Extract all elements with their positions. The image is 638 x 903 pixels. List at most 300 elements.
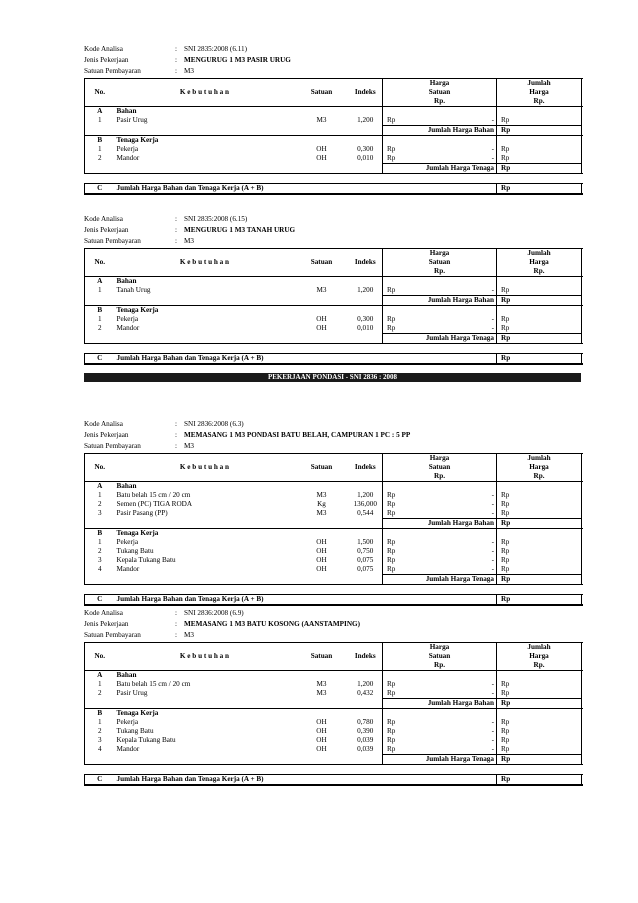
group-letter: B	[85, 136, 115, 146]
header-value: MENGURUG 1 M3 TANAH URUG	[184, 226, 296, 234]
analysis-table	[84, 78, 582, 195]
group-tenaga-row	[85, 136, 582, 146]
total-currency: Rp	[501, 324, 510, 332]
col-jumlah-harga-header: Rp.	[497, 97, 582, 107]
header-label: Jenis Pekerjaan	[84, 431, 129, 439]
section-banner: PEKERJAAN PONDASI - SNI 2836 : 2008	[84, 373, 581, 382]
item-name: Mandor	[116, 745, 140, 754]
col-kebutuhan-header: K e b u t u h a n	[115, 249, 295, 277]
spacer-cell	[435, 315, 443, 324]
col-indeks-header: Indeks	[349, 454, 383, 482]
header-label: Kode Analisa	[84, 215, 123, 223]
subtotal-label: Jumlah Harga Bahan	[383, 519, 497, 529]
price-value: -	[443, 154, 497, 164]
empty-cell	[383, 529, 497, 539]
price-value: -	[443, 500, 497, 509]
analysis-block	[84, 609, 581, 786]
col-harga-satuan-header: Rp.	[383, 267, 497, 277]
item-no: 1	[85, 315, 115, 324]
item-no: 3	[85, 509, 115, 519]
total-currency: Rp	[501, 745, 510, 753]
col-satuan-header: Satuan	[295, 643, 349, 671]
subtotal-currency: Rp	[497, 755, 582, 765]
group-letter: B	[85, 709, 115, 719]
subtotal-bahan-row	[85, 296, 582, 306]
gap-cell	[85, 765, 582, 775]
gap-row	[85, 174, 582, 184]
tenaga-row	[85, 556, 582, 565]
total-currency: Rp	[501, 547, 510, 555]
item-no: 1	[85, 145, 115, 154]
price-value: -	[443, 509, 497, 519]
header-colon: :	[175, 45, 177, 53]
item-name: Pekerja	[116, 315, 139, 323]
col-indeks-header: Indeks	[349, 79, 383, 107]
header-colon: :	[175, 631, 177, 639]
table-header-row	[85, 643, 582, 653]
empty-cell	[383, 709, 497, 719]
grand-total-label: Jumlah Harga Bahan dan Tenaga Kerja (A + B)	[115, 184, 497, 195]
subtotal-label: Jumlah Harga Bahan	[383, 699, 497, 709]
col-indeks-header: Indeks	[349, 249, 383, 277]
subtotal-label: Jumlah Harga Tenaga	[383, 334, 497, 344]
price-currency: Rp	[387, 556, 396, 564]
header-colon: :	[175, 609, 177, 617]
item-name: Mandor	[116, 324, 140, 333]
price-currency: Rp	[387, 509, 396, 517]
spacer-cell	[435, 154, 443, 164]
subtotal-label: Jumlah Harga Tenaga	[383, 164, 497, 174]
item-unit: OH	[316, 736, 327, 744]
empty-cell	[85, 699, 383, 709]
bahan-row	[85, 286, 582, 296]
header-value: M3	[184, 67, 194, 75]
item-index: 0,010	[349, 154, 383, 164]
empty-cell	[349, 482, 383, 492]
empty-cell	[295, 482, 349, 492]
empty-cell	[383, 482, 497, 492]
grand-total-letter: C	[85, 354, 115, 365]
empty-cell	[85, 519, 383, 529]
header-line	[84, 215, 581, 226]
price-currency: Rp	[387, 727, 396, 735]
group-letter: A	[85, 482, 115, 492]
header-line	[84, 631, 581, 642]
empty-cell	[349, 136, 383, 146]
header-colon: :	[175, 442, 177, 450]
header-line	[84, 56, 581, 67]
grand-total-row	[85, 595, 582, 606]
tenaga-row	[85, 727, 582, 736]
total-currency: Rp	[501, 565, 510, 573]
grand-total-letter: C	[85, 595, 115, 606]
group-title: Tenaga Kerja	[116, 306, 159, 314]
empty-cell	[295, 671, 349, 681]
empty-cell	[349, 529, 383, 539]
group-title: Tenaga Kerja	[116, 136, 159, 144]
item-name: Tukang Batu	[116, 547, 154, 555]
subtotal-label: Jumlah Harga Tenaga	[383, 755, 497, 765]
header-label: Kode Analisa	[84, 45, 123, 53]
col-jumlah-harga-header: Harga	[497, 652, 582, 661]
price-currency: Rp	[387, 154, 396, 162]
gap-row	[85, 344, 582, 354]
header-colon: :	[175, 237, 177, 245]
col-harga-satuan-header: Rp.	[383, 97, 497, 107]
bahan-row	[85, 689, 582, 699]
price-value: -	[443, 565, 497, 575]
empty-cell	[383, 671, 497, 681]
group-title: Tenaga Kerja	[116, 529, 159, 537]
item-name: Pekerja	[116, 145, 139, 153]
subtotal-currency: Rp	[497, 164, 582, 174]
grand-total-currency: Rp	[497, 775, 582, 786]
header-colon: :	[175, 420, 177, 428]
total-currency: Rp	[501, 315, 510, 323]
price-value: -	[443, 718, 497, 727]
price-currency: Rp	[387, 538, 396, 546]
total-currency: Rp	[501, 509, 510, 517]
col-harga-satuan-header: Satuan	[383, 463, 497, 472]
grand-total-currency: Rp	[497, 184, 582, 195]
spacer-cell	[435, 324, 443, 334]
subtotal-tenaga-row	[85, 334, 582, 344]
item-index: 1,200	[349, 286, 383, 296]
item-name: Tukang Batu	[116, 727, 154, 735]
header-colon: :	[175, 226, 177, 234]
header-line	[84, 620, 581, 631]
item-name: Kepala Tukang Batu	[116, 556, 176, 564]
group-tenaga-row	[85, 709, 582, 719]
price-value: -	[443, 491, 497, 500]
empty-cell	[497, 107, 582, 117]
empty-cell	[383, 136, 497, 146]
col-no-header: No.	[85, 454, 115, 482]
tenaga-row	[85, 565, 582, 575]
empty-cell	[497, 277, 582, 287]
header-value: M3	[184, 442, 194, 450]
header-value: M3	[184, 631, 194, 639]
col-harga-satuan-header: Harga	[383, 79, 497, 89]
subtotal-tenaga-row	[85, 164, 582, 174]
group-title: Tenaga Kerja	[116, 709, 159, 717]
item-unit: M3	[316, 286, 327, 295]
spacer-cell	[435, 718, 443, 727]
item-index: 1,200	[349, 680, 383, 689]
item-unit: OH	[316, 727, 327, 735]
col-satuan-header: Satuan	[295, 79, 349, 107]
price-value: -	[443, 680, 497, 689]
header-line	[84, 226, 581, 237]
item-unit: OH	[316, 556, 327, 564]
spacer-cell	[435, 727, 443, 736]
spacer-cell	[435, 286, 443, 296]
col-no-header: No.	[85, 643, 115, 671]
total-currency: Rp	[501, 491, 510, 499]
item-no: 1	[85, 286, 115, 296]
empty-cell	[349, 107, 383, 117]
col-harga-satuan-header: Satuan	[383, 258, 497, 267]
total-currency: Rp	[501, 116, 510, 124]
col-satuan-header: Satuan	[295, 249, 349, 277]
grand-total-label: Jumlah Harga Bahan dan Tenaga Kerja (A + B)	[115, 775, 497, 786]
empty-cell	[383, 107, 497, 117]
spacer-cell	[435, 116, 443, 126]
item-no: 1	[85, 116, 115, 126]
group-letter: B	[85, 529, 115, 539]
price-value: -	[443, 538, 497, 547]
tenaga-row	[85, 547, 582, 556]
header-value: MEMASANG 1 M3 PONDASI BATU BELAH, CAMPURAN 1 PC : 5 PP	[184, 431, 411, 439]
grand-total-label: Jumlah Harga Bahan dan Tenaga Kerja (A + B)	[115, 595, 497, 606]
empty-cell	[85, 755, 383, 765]
price-currency: Rp	[387, 145, 396, 153]
tenaga-row	[85, 736, 582, 745]
analysis-table	[84, 248, 582, 365]
grand-total-row	[85, 184, 582, 195]
empty-cell	[295, 306, 349, 316]
col-no-header: No.	[85, 249, 115, 277]
spacer-cell	[435, 556, 443, 565]
spacer-cell	[435, 538, 443, 547]
empty-cell	[295, 107, 349, 117]
header-line	[84, 609, 581, 620]
header-line	[84, 442, 581, 453]
col-jumlah-harga-header: Harga	[497, 258, 582, 267]
header-colon: :	[175, 620, 177, 628]
empty-cell	[349, 306, 383, 316]
subtotal-currency: Rp	[497, 699, 582, 709]
grand-total-letter: C	[85, 775, 115, 786]
price-currency: Rp	[387, 324, 396, 332]
header-value: M3	[184, 237, 194, 245]
spacer-cell	[435, 500, 443, 509]
item-index: 0,300	[349, 315, 383, 324]
price-value: -	[443, 689, 497, 699]
grand-total-row	[85, 354, 582, 365]
subtotal-label: Jumlah Harga Tenaga	[383, 575, 497, 585]
table-header-row	[85, 249, 582, 259]
subtotal-tenaga-row	[85, 575, 582, 585]
total-currency: Rp	[501, 286, 510, 294]
header-colon: :	[175, 431, 177, 439]
analysis-block	[84, 45, 581, 195]
grand-total-currency: Rp	[497, 354, 582, 365]
total-currency: Rp	[501, 556, 510, 564]
header-line	[84, 67, 581, 78]
item-index: 0,750	[349, 547, 383, 556]
item-no: 2	[85, 324, 115, 334]
col-kebutuhan-header: K e b u t u h a n	[115, 79, 295, 107]
price-currency: Rp	[387, 718, 396, 726]
spacer-cell	[435, 509, 443, 519]
subtotal-bahan-row	[85, 126, 582, 136]
col-harga-satuan-header: Satuan	[383, 88, 497, 97]
empty-cell	[497, 709, 582, 719]
item-name: Batu belah 15 cm / 20 cm	[116, 680, 191, 688]
gap-cell	[85, 585, 582, 595]
total-currency: Rp	[501, 736, 510, 744]
col-harga-satuan-header: Satuan	[383, 652, 497, 661]
item-index: 0,039	[349, 745, 383, 755]
item-no: 2	[85, 154, 115, 164]
price-value: -	[443, 286, 497, 296]
item-unit: Kg	[317, 500, 326, 508]
item-no: 2	[85, 689, 115, 699]
tenaga-row	[85, 154, 582, 164]
analysis-table	[84, 453, 582, 606]
item-unit: M3	[316, 491, 327, 499]
total-currency: Rp	[501, 718, 510, 726]
item-index: 0,300	[349, 145, 383, 154]
group-bahan-row	[85, 107, 582, 117]
item-index: 0,544	[349, 509, 383, 519]
price-value: -	[443, 315, 497, 324]
price-value: -	[443, 324, 497, 334]
item-no: 1	[85, 538, 115, 547]
analysis-block	[84, 420, 581, 606]
item-unit: OH	[316, 718, 327, 726]
analysis-block	[84, 215, 581, 365]
bahan-row	[85, 116, 582, 126]
item-index: 136,000	[349, 500, 383, 509]
total-currency: Rp	[501, 154, 510, 162]
col-harga-satuan-header: Rp.	[383, 472, 497, 482]
subtotal-currency: Rp	[497, 575, 582, 585]
gap-row	[85, 585, 582, 595]
price-value: -	[443, 727, 497, 736]
col-jumlah-harga-header: Jumlah	[497, 79, 582, 89]
item-unit: OH	[316, 145, 327, 153]
item-unit: OH	[316, 745, 327, 754]
group-title: Bahan	[116, 671, 137, 679]
item-index: 0,075	[349, 556, 383, 565]
col-harga-satuan-header: Rp.	[383, 661, 497, 671]
total-currency: Rp	[501, 500, 510, 508]
item-name: Batu belah 15 cm / 20 cm	[116, 491, 191, 499]
group-bahan-row	[85, 482, 582, 492]
col-jumlah-harga-header: Jumlah	[497, 454, 582, 464]
col-jumlah-harga-header: Jumlah	[497, 249, 582, 259]
group-tenaga-row	[85, 529, 582, 539]
price-currency: Rp	[387, 680, 396, 688]
price-value: -	[443, 736, 497, 745]
item-unit: M3	[316, 509, 327, 518]
tenaga-row	[85, 745, 582, 755]
col-jumlah-harga-header: Harga	[497, 463, 582, 472]
header-value: MEMASANG 1 M3 BATU KOSONG (AANSTAMPING)	[184, 620, 361, 628]
col-kebutuhan-header: K e b u t u h a n	[115, 454, 295, 482]
header-colon: :	[175, 67, 177, 75]
grand-total-row	[85, 775, 582, 786]
subtotal-tenaga-row	[85, 755, 582, 765]
item-index: 0,010	[349, 324, 383, 334]
header-colon: :	[175, 56, 177, 64]
table-header-row	[85, 454, 582, 464]
item-index: 0,432	[349, 689, 383, 699]
group-title: Bahan	[116, 482, 137, 490]
col-harga-satuan-header: Harga	[383, 249, 497, 259]
col-satuan-header: Satuan	[295, 454, 349, 482]
gap-cell	[85, 344, 582, 354]
item-name: Pekerja	[116, 538, 139, 546]
item-name: Pasir Pasang (PP)	[116, 509, 168, 518]
item-unit: OH	[316, 315, 327, 323]
header-label: Kode Analisa	[84, 609, 123, 617]
bahan-row	[85, 509, 582, 519]
item-no: 3	[85, 556, 115, 565]
item-no: 2	[85, 727, 115, 736]
empty-cell	[295, 136, 349, 146]
col-harga-satuan-header: Harga	[383, 454, 497, 464]
item-index: 1,200	[349, 491, 383, 500]
price-value: -	[443, 745, 497, 755]
item-unit: M3	[316, 116, 327, 125]
item-no: 1	[85, 491, 115, 500]
group-tenaga-row	[85, 306, 582, 316]
item-name: Kepala Tukang Batu	[116, 736, 176, 744]
gap-row	[85, 765, 582, 775]
header-label: Jenis Pekerjaan	[84, 56, 129, 64]
subtotal-currency: Rp	[497, 334, 582, 344]
spacer-cell	[435, 491, 443, 500]
item-index: 0,390	[349, 727, 383, 736]
empty-cell	[85, 126, 383, 136]
empty-cell	[349, 671, 383, 681]
spacer-cell	[435, 745, 443, 755]
bahan-row	[85, 680, 582, 689]
col-no-header: No.	[85, 79, 115, 107]
group-letter: A	[85, 671, 115, 681]
empty-cell	[85, 296, 383, 306]
price-currency: Rp	[387, 547, 396, 555]
header-value: SNI 2835:2008 (6.15)	[184, 215, 248, 223]
group-letter: A	[85, 277, 115, 287]
spacer-cell	[435, 565, 443, 575]
tenaga-row	[85, 718, 582, 727]
group-bahan-row	[85, 277, 582, 287]
price-currency: Rp	[387, 745, 396, 753]
spacer-cell	[435, 689, 443, 699]
grand-total-letter: C	[85, 184, 115, 195]
empty-cell	[349, 277, 383, 287]
total-currency: Rp	[501, 538, 510, 546]
empty-cell	[295, 277, 349, 287]
total-currency: Rp	[501, 689, 510, 697]
tenaga-row	[85, 538, 582, 547]
bahan-row	[85, 491, 582, 500]
header-label: Satuan Pembayaran	[84, 67, 141, 75]
col-jumlah-harga-header: Jumlah	[497, 643, 582, 653]
subtotal-label: Jumlah Harga Bahan	[383, 296, 497, 306]
empty-cell	[295, 529, 349, 539]
gap-cell	[85, 174, 582, 184]
total-currency: Rp	[501, 727, 510, 735]
subtotal-currency: Rp	[497, 126, 582, 136]
header-label: Jenis Pekerjaan	[84, 620, 129, 628]
col-jumlah-harga-header: Rp.	[497, 267, 582, 277]
empty-cell	[497, 136, 582, 146]
spacer-cell	[435, 145, 443, 154]
header-value: SNI 2835:2008 (6.11)	[184, 45, 248, 53]
col-indeks-header: Indeks	[349, 643, 383, 671]
item-name: Mandor	[116, 565, 140, 574]
empty-cell	[497, 671, 582, 681]
empty-cell	[383, 306, 497, 316]
item-name: Semen (PC) TIGA RODA	[116, 500, 193, 508]
item-unit: OH	[316, 324, 327, 333]
empty-cell	[85, 334, 383, 344]
